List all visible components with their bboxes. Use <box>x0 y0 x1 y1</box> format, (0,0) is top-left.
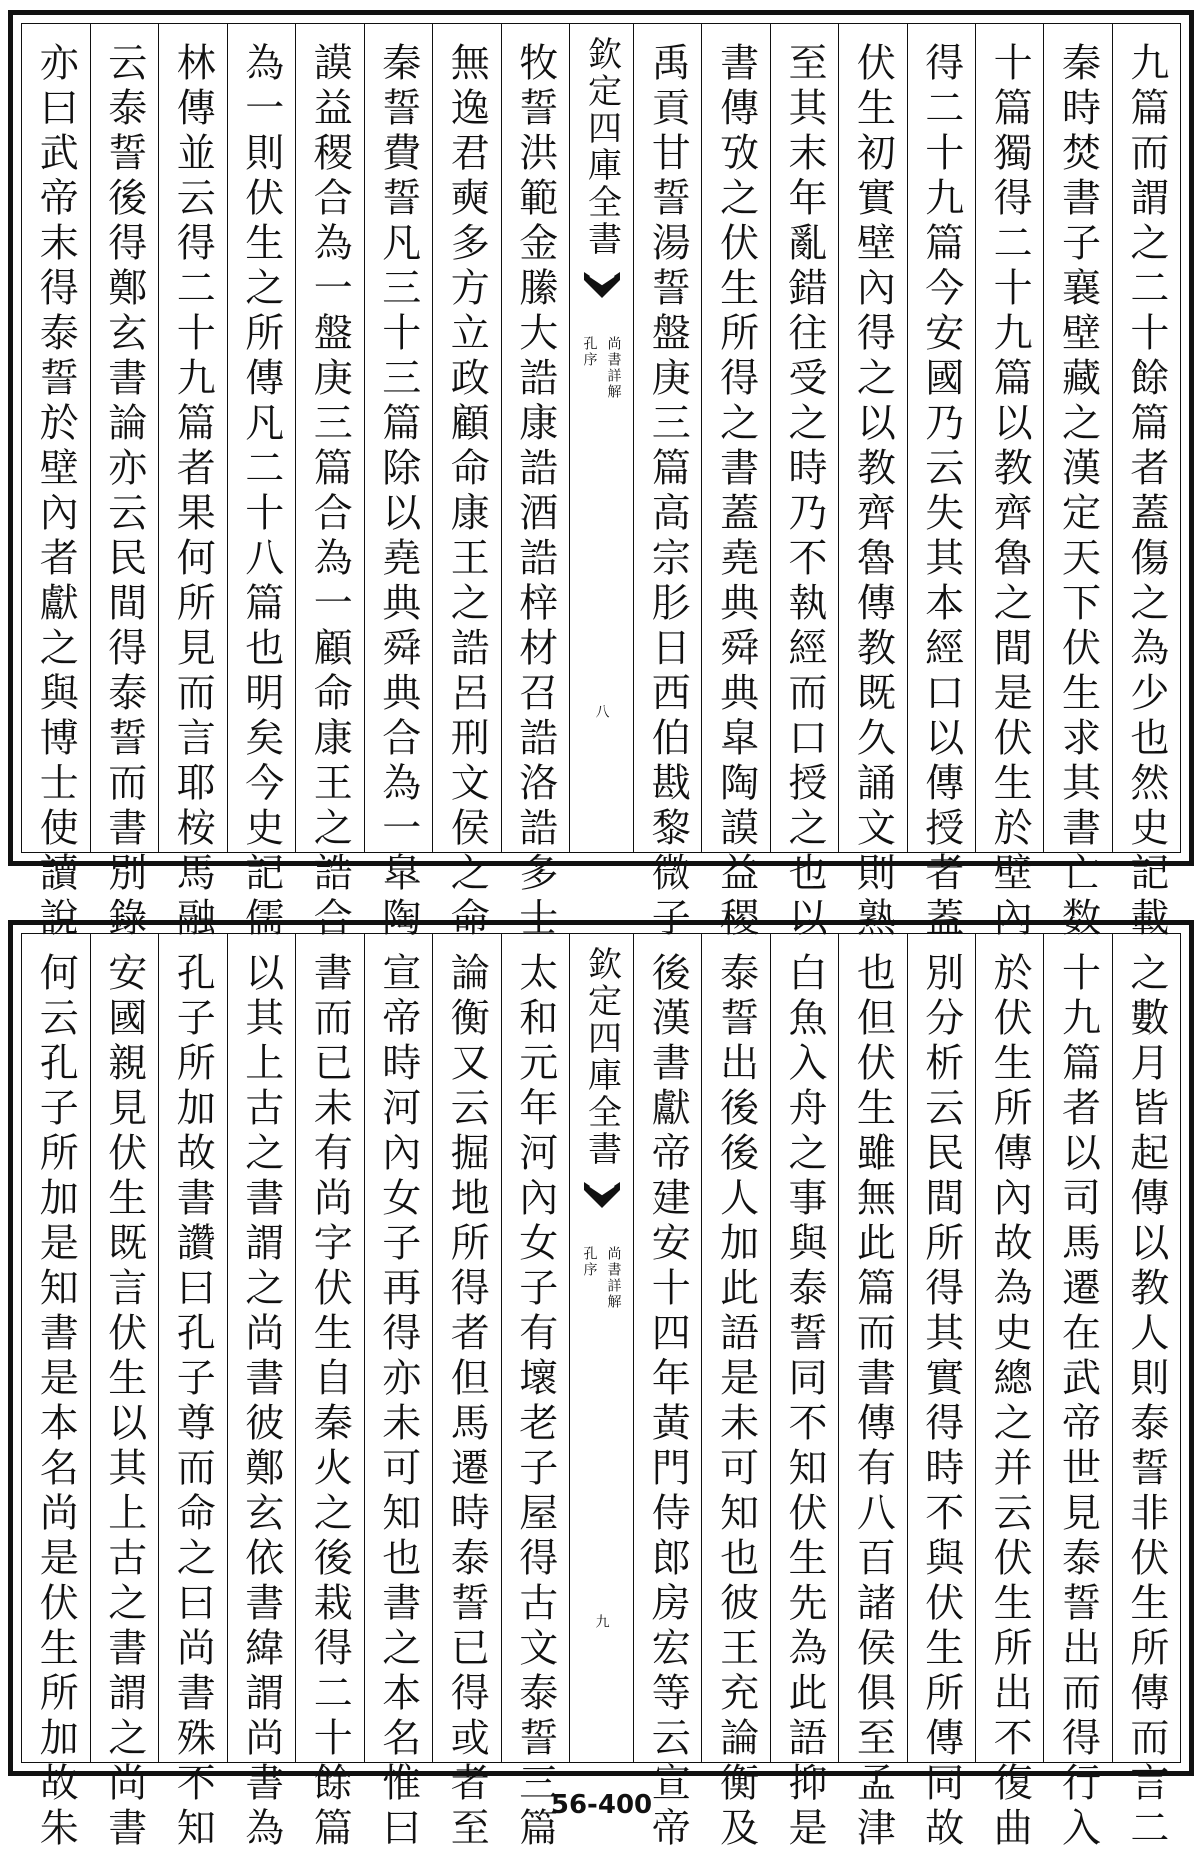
leaf-number: 九 <box>593 1614 610 1628</box>
center-fold <box>569 934 633 1762</box>
text-column <box>770 24 838 942</box>
chapter-label <box>580 1246 624 1310</box>
column-text: 何云孔子所加是知書是本名尚是伏生所加故朱 <box>33 952 79 1852</box>
text-column <box>633 934 701 1852</box>
column-text: 之數月皆起傳以教人則泰誓非伏生所傳而言二 <box>1123 952 1169 1852</box>
column-text: 秦誓費誓凡三十三篇除以堯典舜典合為一臯陶 <box>375 42 421 942</box>
column-text: 太和元年河內女子有壞老子屋得古文泰誓三篇 <box>512 952 558 1852</box>
text-column <box>295 24 364 942</box>
text-column <box>227 934 296 1852</box>
column-text: 安國親見伏生既言伏生以其上古之書謂之尚書 <box>101 952 147 1852</box>
text-column <box>22 934 90 1852</box>
column-text: 以其上古之書謂之尚書彼鄭玄依書緯謂尚書為 <box>238 952 284 1852</box>
book-title: 欽定四庫全書 <box>581 36 622 258</box>
column-text: 十篇獨得二十九篇以教齊魯之間是伏生於壁內 <box>987 42 1033 942</box>
text-column <box>158 24 227 942</box>
text-column <box>838 934 906 1852</box>
text-column <box>1043 24 1111 942</box>
text-column <box>432 934 501 1852</box>
left-half <box>22 934 569 1852</box>
column-text: 十九篇者以司馬遷在武帝世見泰誓出而得行入 <box>1055 952 1101 1852</box>
fish-tail-icon <box>582 1180 622 1210</box>
text-column <box>90 24 159 942</box>
volume-page-number: 56-400 <box>550 1790 653 1820</box>
text-column <box>701 24 769 942</box>
text-column <box>22 24 90 942</box>
text-column <box>295 934 364 1852</box>
left-half <box>22 24 569 942</box>
column-text: 伏生初實壁內得之以教齊魯傳教既久誦文則熟 <box>850 42 896 942</box>
column-text: 禹貢甘誓湯誓盤庚三篇高宗肜日西伯戡黎微子 <box>645 42 691 942</box>
text-column <box>1112 24 1180 942</box>
column-text: 宣帝時河內女子再得亦未可知也書之本名惟曰 <box>375 952 421 1852</box>
column-text: 牧誓洪範金縢大誥康誥酒誥梓材召誥洛誥多士 <box>512 42 558 942</box>
text-column <box>501 934 570 1852</box>
chapter-label <box>580 336 624 400</box>
section-title: 孔序 <box>581 1246 598 1278</box>
column-text: 亦曰武帝末得泰誓於壁內者獻之與博士使讀說 <box>33 42 79 942</box>
text-column <box>158 934 227 1852</box>
text-column <box>432 24 501 942</box>
text-column <box>838 24 906 942</box>
center-fold <box>569 24 633 852</box>
text-column <box>975 934 1043 1852</box>
text-column <box>1043 934 1111 1852</box>
fish-tail-icon <box>582 270 622 300</box>
column-text: 於伏生所傳內故為史總之并云伏生所出不復曲 <box>987 952 1033 1852</box>
text-column <box>975 24 1043 942</box>
column-text: 孔子所加故書讚曰孔子尊而命之曰尚書殊不知 <box>170 952 216 1852</box>
book-title: 欽定四庫全書 <box>581 946 622 1168</box>
column-text: 白魚入舟之事與泰誓同不知伏生先為此語抑是 <box>781 952 827 1852</box>
column-text: 林傳並云得二十九篇者果何所見而言耶桉馬融 <box>170 42 216 942</box>
column-text: 無逸君奭多方立政顧命康王之誥呂刑文侯之命 <box>444 42 490 942</box>
column-text: 後漢書獻帝建安十四年黃門侍郎房宏等云宣帝 <box>645 952 691 1852</box>
right-half <box>633 934 1180 1852</box>
column-text: 謨益稷合為一盤庚三篇合為一顧命康王之誥合 <box>307 42 353 942</box>
text-column <box>907 934 975 1852</box>
chapter-title: 尚書詳解 <box>605 1246 622 1310</box>
column-text: 至其末年亂錯往受之時乃不執經而口授之也以 <box>781 42 827 942</box>
page-upper <box>8 10 1194 942</box>
text-column <box>907 24 975 942</box>
column-text: 得二十九篇今安國乃云失其本經口以傳授者蓋 <box>918 42 964 942</box>
column-text: 為一則伏生之所傳凡二十八篇也明矣今史記儒 <box>238 42 284 942</box>
column-text: 書傳攷之伏生所得之書蓋堯典舜典皐陶謨益稷 <box>713 42 759 942</box>
text-column <box>701 934 769 1852</box>
column-text: 別分析云民間所得其實得時不與伏生所傳同故 <box>918 952 964 1852</box>
chapter-title: 尚書詳解 <box>605 336 622 400</box>
column-text: 也但伏生雖無此篇而書傳有八百諸侯俱至孟津 <box>850 952 896 1852</box>
column-text: 論衡又云掘地所得者但馬遷時泰誓已得或者至 <box>444 952 490 1852</box>
text-column <box>1112 934 1180 1852</box>
text-column <box>633 24 701 942</box>
column-text: 書而已未有尚字伏生自秦火之後栽得二十餘篇 <box>307 952 353 1852</box>
leaf-number: 八 <box>593 704 610 718</box>
text-column <box>501 24 570 942</box>
column-text: 云泰誓後得鄭玄書論亦云民間得泰誓而書別錄 <box>101 42 147 942</box>
text-column <box>90 934 159 1852</box>
right-half <box>633 24 1180 942</box>
text-column <box>364 24 433 942</box>
column-text: 秦時焚書子襄壁藏之漢定天下伏生求其書亡数 <box>1055 42 1101 942</box>
text-column <box>227 24 296 942</box>
section-title: 孔序 <box>581 336 598 368</box>
text-column <box>364 934 433 1852</box>
text-column <box>770 934 838 1852</box>
page-frame <box>21 23 1181 942</box>
column-text: 九篇而謂之二十餘篇者蓋傷之為少也然史記載 <box>1123 42 1169 942</box>
column-text: 泰誓出後後人加此語是未可知也彼王充論衡及 <box>713 952 759 1852</box>
